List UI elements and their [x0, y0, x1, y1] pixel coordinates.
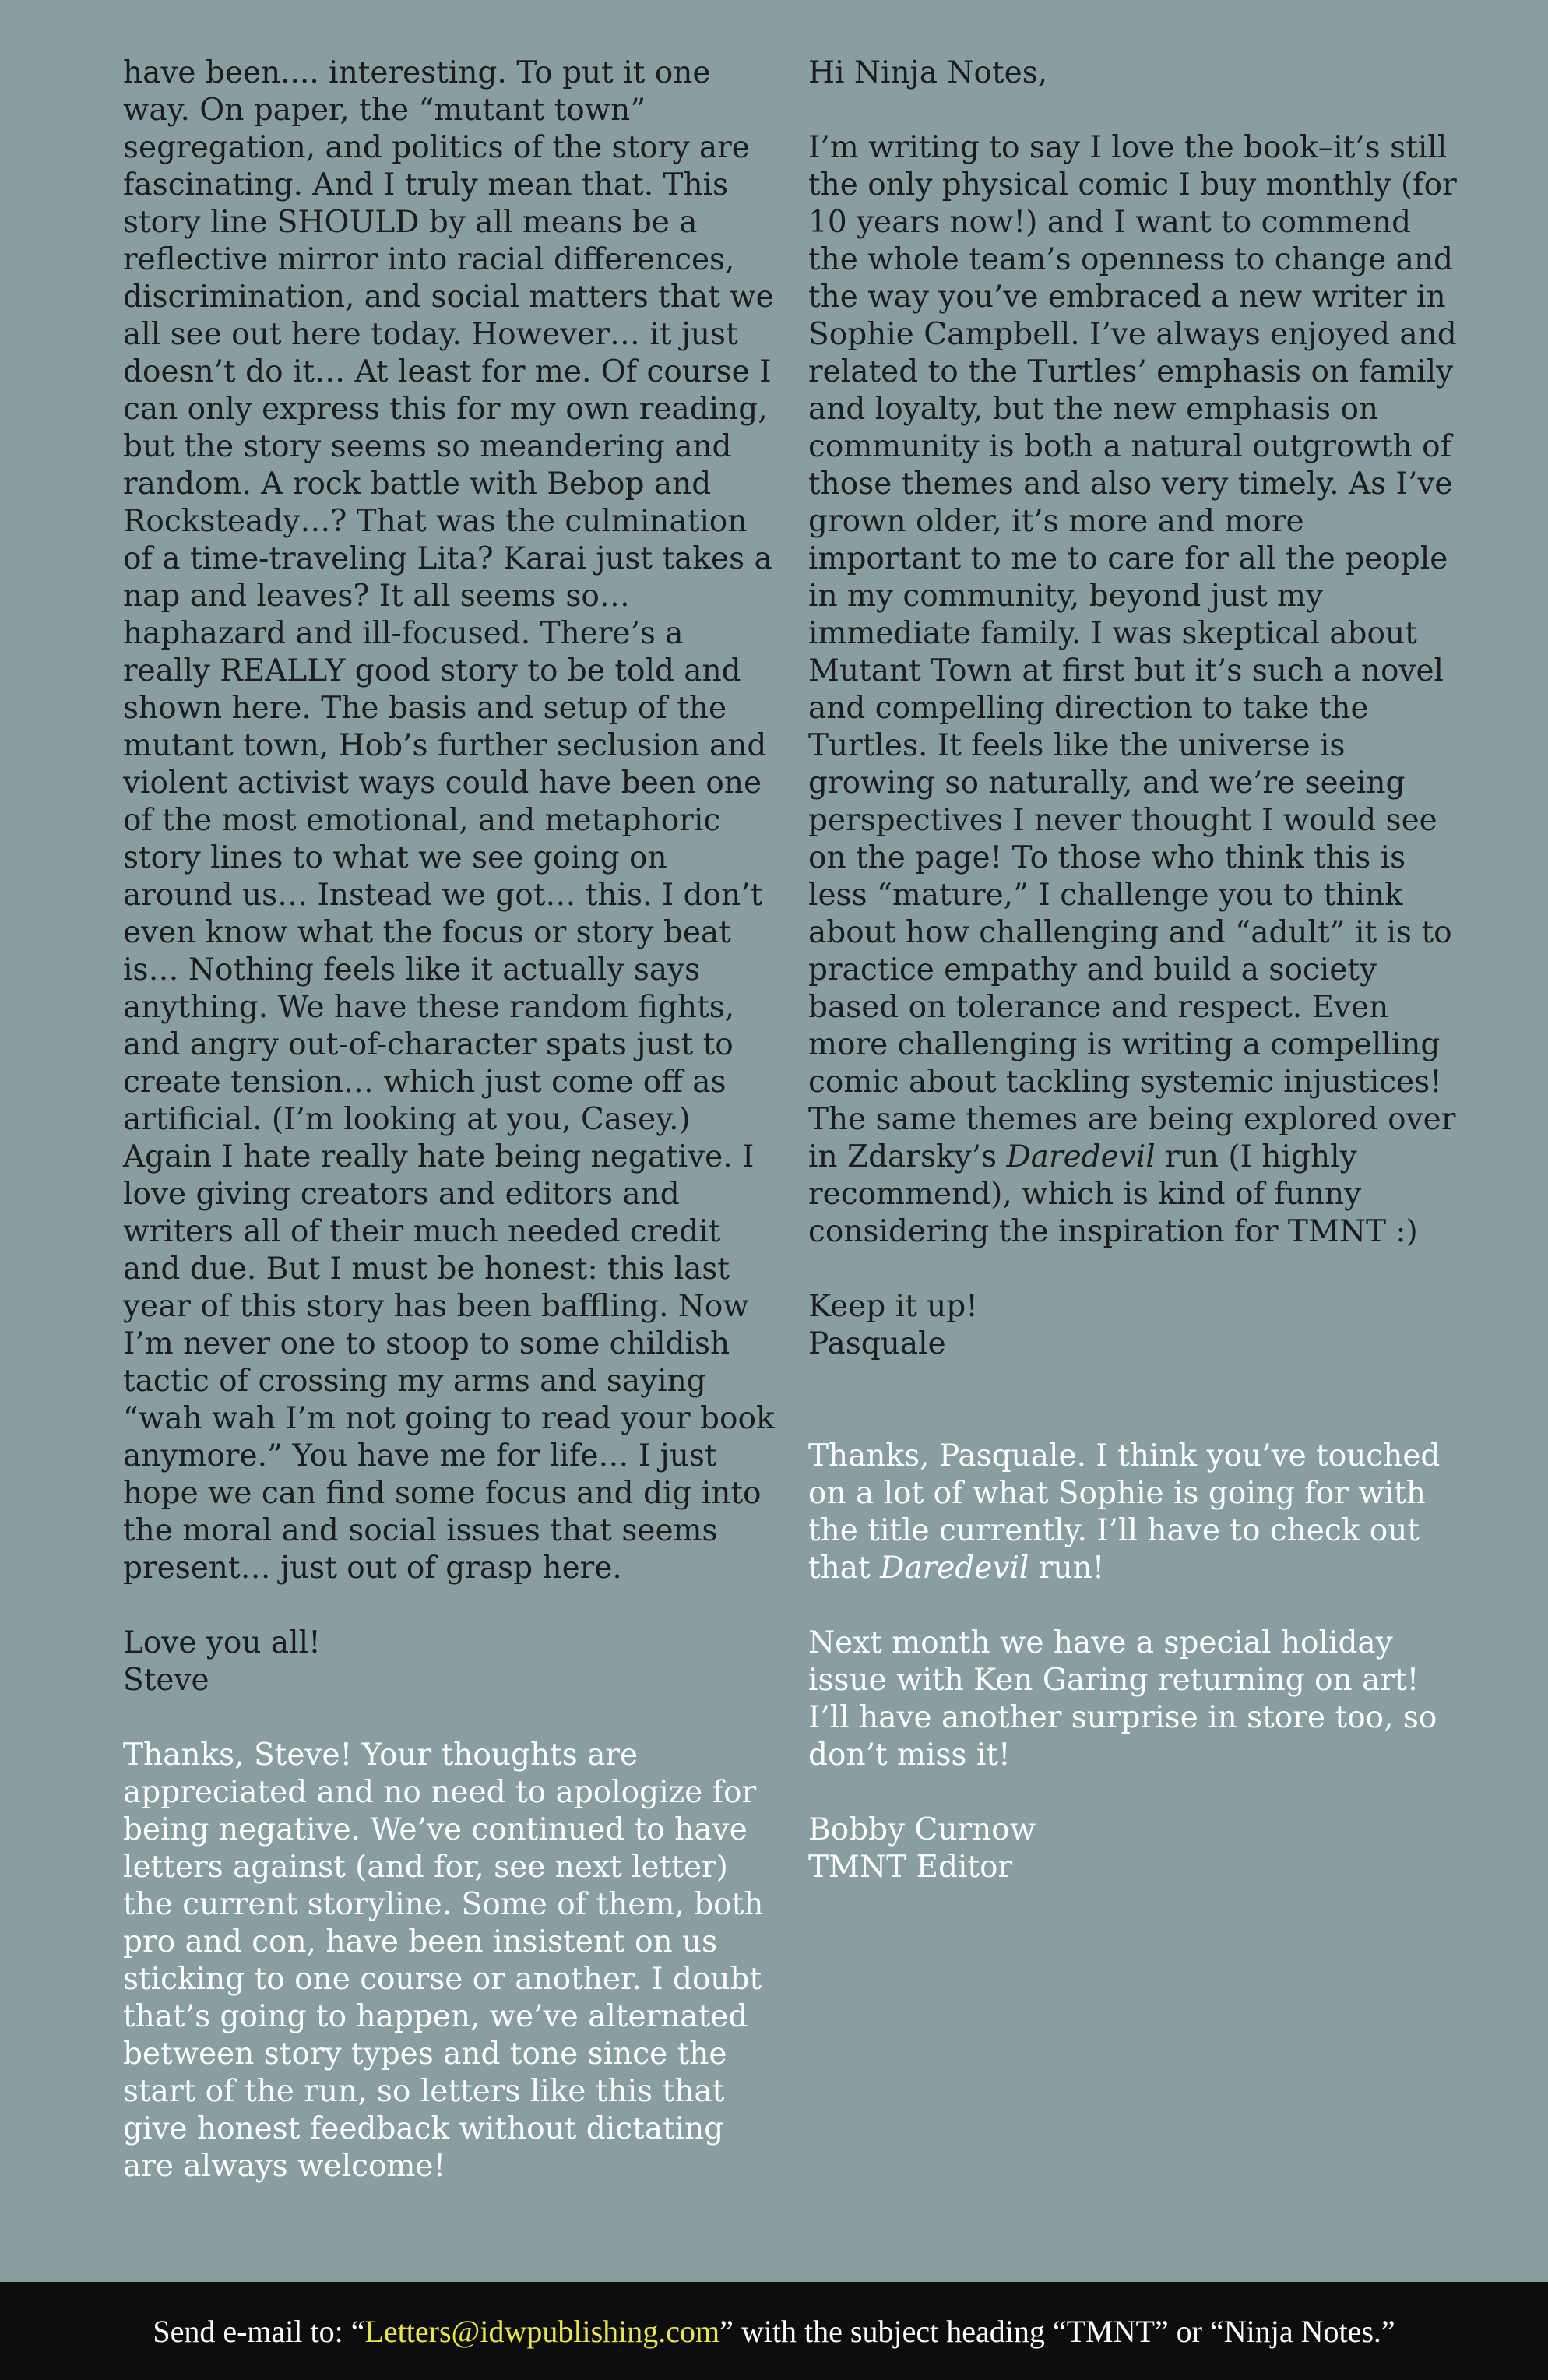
left-column: [123, 55, 777, 2223]
editor-signature-block: [808, 1811, 1466, 1886]
letter-pasquale-body: [808, 129, 1466, 1251]
letter-steve-closing: [123, 1625, 777, 1699]
letter-pasquale-signoff: Keep it up!: [808, 1289, 978, 1324]
editor-name: Bobby Curnow: [808, 1812, 1036, 1847]
letter-pasquale-body-part2: run (I highly recommend), which is kind of funny considering the inspiration for TMNT :): [808, 1139, 1418, 1249]
letter-pasquale-signature: Pasquale: [808, 1326, 946, 1361]
daredevil-title: Daredevil: [1006, 1139, 1156, 1174]
footer-prefix: Send e-mail to: “: [153, 2313, 365, 2349]
editor-reply-steve: Thanks, Steve! Your thoughts are appreciated and no need to apologize for being negative. We’ve continued to have letters against (and for, see next letter) the current storyline. Some of them, both pro and con, have been insistent on us sticking to one course or another. I doubt that’s going to happen, we’ve alternated between story types and tone since the start of the run, so letters like this that give honest feedback without dictating are always welcome!: [123, 1737, 764, 2184]
right-column: [808, 55, 1466, 1924]
editor-reply-pasquale: [808, 1438, 1466, 1587]
letter-steve-body: have been.... interesting. To put it one way. On paper, the “mutant town” segregation, and politics of the story are fascinating. And I truly mean that. This story line SHOULD by all means be a reflective mirror into racial differences, discrimination, and social matters that we all see out here today. However… it just doesn’t do it… At least for me. Of course I can only express this for my own reading, but the story seems so meandering and random. A rock battle with Bebop and Rocksteady…? That was the culmination of a time-traveling Lita? Karai just takes a nap and leaves? It all seems so… haphazard and ill-focused. There’s a really REALLY good story to be told and shown here. The basis and setup of the mutant town, Hob’s further seclusion and violent activist ways could have been one of the most emotional, and metaphoric story lines to what we see going on around us… Instead we got… this. I don’t even know what the focus or story beat is… Nothing feels like it actually says anything. We have these random fights, and angry out-of-character spats just to create tension… which just come off as artificial. (I’m looking at you, Casey.) Again I hate really hate being negative. I love giving creators and editors and writers all of their much needed credit and due. But I must be honest: this last year of this story has been baffling. Now I’m never one to stoop to some childish tactic of crossing my arms and saying “wah wah I’m not going to read your book anymore.” You have me for life… I just hope we can find some focus and dig into the moral and social issues that seems present… just out of grasp here.: [123, 55, 775, 1586]
editor-title: TMNT Editor: [808, 1850, 1013, 1885]
email-link[interactable]: Letters@idwpublishing.com: [364, 2313, 720, 2349]
letter-steve-signoff: Love you all!: [123, 1625, 321, 1660]
letter-pasquale-body-part1: I’m writing to say I love the book–it’s still the only physical comic I buy monthly (for 10 years now!) and I want to commend the whole team’s openness to change and the way you’ve embraced a new writer in Sophie Campbell. I’ve always enjoyed and related to the Turtles’ emphasis on family and loyalty, but the new emphasis on community is both a natural outgrowth of those themes and also very timely. As I’ve grown older, it’s more and more important to me to care for all the people in my community, beyond just my immediate family. I was skeptical about Mutant Town at first but it’s such a novel and compelling direction to take the Turtles. It feels like the universe is growing so naturally, and we’re seeing perspectives I never thought I would see on the page! To those who think this is less “mature,” I challenge you to think about how challenging and “adult” it is to practice empathy and build a society based on tolerance and respect. Even more challenging is writing a compelling comic about tackling systemic injustices! The same themes are being explored over in Zdarsky’s: [808, 130, 1457, 1174]
letter-pasquale-salutation: Hi Ninja Notes,: [808, 55, 1048, 90]
footer-suffix: ” with the subject heading “TMNT” or “Ninja Notes.”: [719, 2313, 1395, 2349]
editor-next-month-note: Next month we have a special holiday issue with Ken Garing returning on art! I’ll have another surprise in store too, so don’t miss it!: [808, 1625, 1437, 1773]
letter-pasquale-closing: [808, 1288, 1466, 1363]
editor-reply-pasquale-part1: Thanks, Pasquale. I think you’ve touched on a lot of what Sophie is going for with the title currently. I’ll have to check out that: [808, 1438, 1441, 1586]
editor-reply-pasquale-part2: run!: [1038, 1551, 1105, 1586]
letter-steve-signature: Steve: [123, 1663, 209, 1698]
footer-bar: [0, 2282, 1548, 2380]
daredevil-title-reply: Daredevil: [880, 1551, 1029, 1586]
